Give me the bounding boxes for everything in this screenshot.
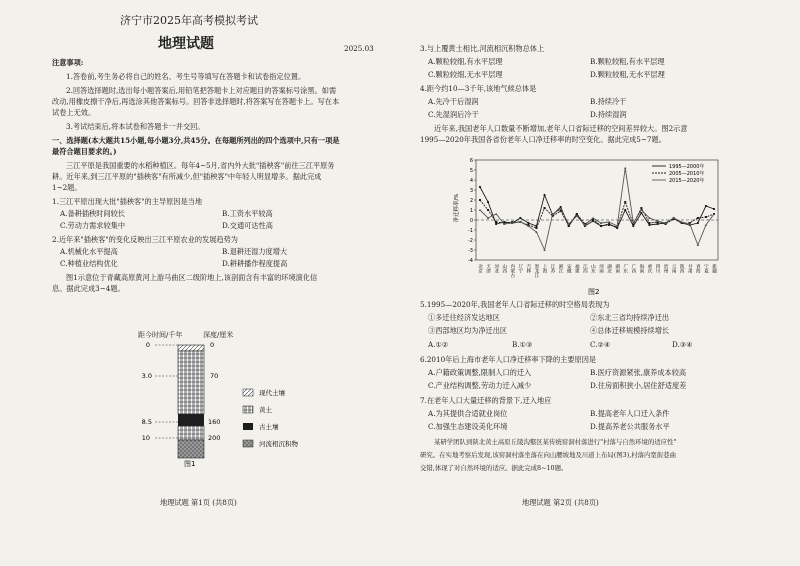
q5-option-c: C.②④ (590, 340, 611, 349)
passage-line: 1995—2020年我国各省份老年人口净迁移率的时空变化。据此完成5~7题。 (420, 135, 666, 144)
data-point (648, 224, 650, 226)
passage-line: 息。据此完成3~4题。 (52, 284, 125, 293)
x-tick-label: 四川 (655, 264, 661, 274)
legend-swatch-modern-soil (243, 389, 253, 396)
data-point (705, 216, 707, 218)
q4-option-a: A.先冷干后湿润 (428, 97, 479, 106)
q1-option-b: B.工资水平较高 (222, 209, 273, 218)
question-6-stem: 6.2010年后上海市老年人口净迁移率下降的主要原因是 (420, 355, 597, 364)
q2-option-a: A.机械化水平提高 (60, 247, 118, 256)
data-point (697, 222, 699, 224)
notice-line: 试卷上无效。 (52, 108, 96, 117)
time-tick: 8.5 (141, 418, 152, 426)
figure-1-soil-profile (0, 296, 400, 476)
q5-statement-2: ②东北三省均持续净迁出 (590, 313, 670, 322)
data-point (624, 167, 626, 169)
data-point (656, 223, 658, 225)
passage-line: 三江平原是我国重要的水稻种植区。每年4~5月,省内外大批"插秧客"前往三江平原务 (66, 161, 335, 170)
q6-option-c: C.产业结构调整,劳动力迁入减少 (428, 381, 532, 390)
data-point (648, 222, 650, 224)
exam-date: 2025.03 (344, 44, 374, 53)
data-point (640, 212, 642, 214)
q6-option-b: B.医疗资源紧张,康养成本较高 (590, 368, 687, 377)
q3-option-b: B.颗粒较粗,有水平层理 (590, 57, 665, 66)
figure-1-caption: 图1 (184, 460, 196, 468)
depth-tick: 200 (208, 434, 221, 442)
page-2 (400, 0, 800, 566)
q6-option-d: D.住房面积狭小,居住舒适度差 (590, 381, 687, 390)
notice-line: 2.回答选择题时,选出每小题答案后,用铅笔把答题卡上对应题目的答案标号涂黑。如需 (66, 86, 337, 95)
depth-tick: 160 (208, 418, 221, 426)
y-tick-label: 1 (469, 207, 473, 214)
x-tick-label: 湖北 (606, 264, 612, 274)
x-tick-label: 陕西 (679, 264, 685, 274)
x-tick-label: 上海 (542, 264, 548, 274)
data-point (624, 209, 626, 211)
data-point (519, 217, 521, 219)
data-point (576, 213, 578, 215)
data-point (544, 207, 546, 209)
legend-label: 河流相沉积物 (259, 440, 298, 448)
depth-tick: 0 (210, 341, 215, 349)
page-footer: 地理试题 第1页 (共8页) (160, 498, 237, 507)
q4-option-c: C.先湿润后冷干 (428, 110, 479, 119)
notice-line: 1.答卷前,考生务必将自己的姓名、考生号等填写在答题卡和试卷指定位置。 (66, 72, 306, 81)
x-tick-label: 甘肃 (687, 264, 693, 274)
data-point (527, 222, 529, 224)
data-point (535, 227, 537, 229)
x-tick-label: 福建 (574, 264, 580, 274)
x-tick-label: 宁夏 (703, 264, 709, 274)
x-tick-label: 山东 (590, 264, 596, 274)
x-tick-label: 吉林 (525, 264, 531, 274)
q3-option-a: A.颗粒较细,有水平层理 (428, 57, 503, 66)
x-tick-label: 云南 (671, 264, 677, 274)
x-tick-label: 湖南 (614, 264, 620, 274)
y-tick-label: 3 (469, 187, 473, 194)
q3-option-c: C.颗粒较细,无水平层理 (428, 70, 503, 79)
y-tick-label: -1 (468, 227, 473, 234)
subject-title: 地理试题 (158, 36, 214, 52)
data-point (592, 217, 594, 219)
data-point (713, 208, 715, 210)
layer-modern-soil (178, 345, 204, 351)
q2-option-b: B.退耕还湿力度增大 (222, 247, 288, 256)
q5-statement-4: ④总体迁移规模持续增长 (590, 326, 670, 335)
passage-line: 近年来,我国老年人口数量不断增加,老年人口省际迁移的空间差异较大。图2示意 (434, 124, 688, 133)
q2-option-c: C.种植业结构优化 (60, 259, 118, 268)
passage-line: 图1示意位于青藏高原黄河上游马曲区二级阶地上,该剖面含有丰富的环境演化信 (66, 273, 318, 282)
y-tick-label: 2 (469, 197, 473, 204)
data-point (705, 205, 707, 207)
y-tick-label: 5 (469, 167, 473, 174)
page-footer: 地理试题 第2页 (共8页) (522, 498, 599, 507)
x-tick-label: 海南 (638, 264, 644, 274)
x-tick-label: 广东 (622, 264, 628, 274)
x-tick-label: 江苏 (550, 264, 556, 274)
legend-label: 黄土 (259, 406, 272, 414)
time-tick: 3.0 (141, 372, 152, 380)
question-7-stem: 7.在老年人口大量迁移的背景下,迁入地应 (420, 396, 552, 405)
q4-option-b: B.持续冷干 (590, 97, 627, 106)
layer-fluvial-sediment (178, 440, 204, 458)
figure-2-line-chart (400, 148, 800, 298)
q7-option-c: C.加强生态建设美化环境 (428, 422, 508, 431)
question-4-stem: 4.距今约10—3千年,该地气候总体是 (420, 84, 537, 93)
notice-line: 改动,用橡皮擦干净后,再选涂其他答案标号。回答非选择题时,将答案写在答题卡上。写在本 (52, 97, 340, 106)
time-tick: 10 (141, 434, 150, 442)
y-tick-label: -2 (468, 237, 473, 244)
notice-line: 3.考试结束后,将本试卷和答题卡一并交回。 (66, 122, 205, 131)
data-point (608, 224, 610, 226)
exam-title: 济宁市2025年高考模拟考试 (120, 14, 258, 27)
q7-option-a: A.为其提供合适就业岗位 (428, 409, 508, 418)
q5-statement-1: ①多迁往经济发达地区 (428, 313, 500, 322)
passage-line: 交错,体现了对自然环境的适应。据此完成8~10题。 (420, 464, 568, 472)
x-tick-label: 浙江 (558, 264, 564, 274)
question-3-stem: 3.与上覆黄土相比,河流相沉积物总体上 (420, 44, 545, 53)
legend-label: 2015—2020年 (669, 177, 705, 184)
data-point (632, 225, 634, 227)
depth-tick: 70 (210, 372, 219, 380)
y-tick-label: 4 (469, 177, 473, 184)
data-point (479, 209, 481, 211)
time-tick: 0 (145, 341, 150, 349)
q3-option-d: D.颗粒较粗,无水平层理 (590, 70, 665, 79)
passage-line: 某研学团队到陕北黄土高原丘陵沟壑区某传统窑洞村落进行"村落与自然环境的适应性" (434, 438, 677, 446)
x-tick-label: 广西 (630, 264, 636, 274)
data-point (640, 207, 642, 209)
x-tick-label: 安徽 (566, 264, 572, 274)
passage-line: 耕。近年来,到三江平原的"插秧客"有所减少,但"插秧客"中年轻人明显增多。据此完成 (52, 172, 322, 181)
x-tick-label: 河南 (598, 264, 604, 274)
q7-option-b: B.提高老年人口迁入条件 (590, 409, 670, 418)
layer-loess-upper (178, 351, 204, 414)
legend-swatch-loess (243, 406, 253, 413)
y-tick-label: 6 (469, 157, 473, 164)
x-tick-label: 重庆 (646, 264, 652, 274)
q1-option-c: C.劳动力需求较集中 (60, 221, 126, 230)
x-tick-label: 青海 (695, 264, 701, 274)
q5-option-b: B.①③ (512, 340, 533, 349)
passage-line: 研究。在实地考察后发现,该窑洞村落坐落在向山腰坡地及川道上布局(图3),村落内宽街巷曲 (420, 451, 676, 459)
y-axis-label: 净迁移率/% (454, 193, 460, 223)
q7-option-d: D.提高养老公共服务水平 (590, 422, 670, 431)
legend-label: 2005—2010年 (669, 170, 705, 177)
time-axis-label: 距今时间/千年 (138, 331, 183, 339)
q6-option-a: A.户籍政策调整,限制人口的迁入 (428, 368, 532, 377)
q5-option-a: A.①② (428, 340, 449, 349)
q2-option-d: D.耕耕播作程度提高 (222, 259, 288, 268)
x-tick-label: 江西 (582, 264, 588, 274)
q5-statement-3: ③西部地区均为净迁出区 (428, 326, 508, 335)
q1-option-d: D.交通可达性高 (222, 221, 273, 230)
notice-heading: 注意事项: (52, 58, 84, 67)
x-tick-label: 新疆 (711, 264, 717, 274)
y-tick-label: -3 (468, 247, 473, 254)
data-point (624, 201, 626, 203)
legend-label: 现代土壤 (259, 389, 285, 397)
data-point (543, 194, 545, 196)
question-2-stem: 2.近年来"插秧客"的变化反映出三江平原农业的发展趋势为 (52, 235, 238, 244)
data-point (479, 199, 481, 201)
y-tick-label: 0 (469, 217, 473, 224)
x-tick-label: 山西 (501, 264, 507, 274)
passage-line: 1~2题。 (52, 183, 82, 192)
legend-label: 1995—2000年 (669, 163, 705, 170)
question-1-stem: 1.三江平原出现大批"插秧客"的主导原因是当地 (52, 197, 203, 206)
x-tick-label: 辽宁 (517, 264, 523, 274)
data-point (568, 225, 570, 227)
layer-loess-lower (178, 426, 204, 440)
section-heading: 一、选择题(本大题共15小题,每小题3分,共45分。在每题所列出的四个选项中,只有一项是 (52, 136, 340, 145)
data-point (495, 213, 497, 215)
q5-option-d: D.③④ (672, 340, 693, 349)
data-point (487, 201, 489, 203)
x-tick-label: 河北 (493, 264, 499, 274)
data-point (495, 223, 497, 225)
figure-2-caption: 图2 (588, 288, 600, 296)
legend-swatch-fluvial (243, 440, 253, 447)
x-tick-label: 内蒙古 (509, 264, 515, 278)
data-point (495, 221, 497, 223)
legend-label: 古土壤 (259, 423, 279, 431)
x-tick-label: 天津 (485, 264, 491, 274)
legend-swatch-paleosol (243, 423, 253, 430)
q4-option-d: D.持续湿润 (590, 110, 627, 119)
y-tick-label: -4 (468, 257, 473, 264)
x-tick-label: 黑龙江 (533, 264, 539, 278)
layer-paleosol (178, 414, 204, 426)
data-point (487, 209, 489, 211)
x-tick-label: 北京 (477, 264, 483, 274)
x-tick-label: 贵州 (663, 264, 669, 274)
data-point (479, 186, 481, 188)
depth-axis-label: 深度/厘米 (203, 331, 234, 339)
section-heading: 最符合题目要求的。) (52, 147, 117, 156)
question-5-stem: 5.1995—2020年,我国老年人口省际迁移的时空格局表现为 (420, 300, 610, 309)
q1-option-a: A.备耕插秧时间较长 (60, 209, 125, 218)
data-point (600, 225, 602, 227)
data-point (697, 217, 699, 219)
